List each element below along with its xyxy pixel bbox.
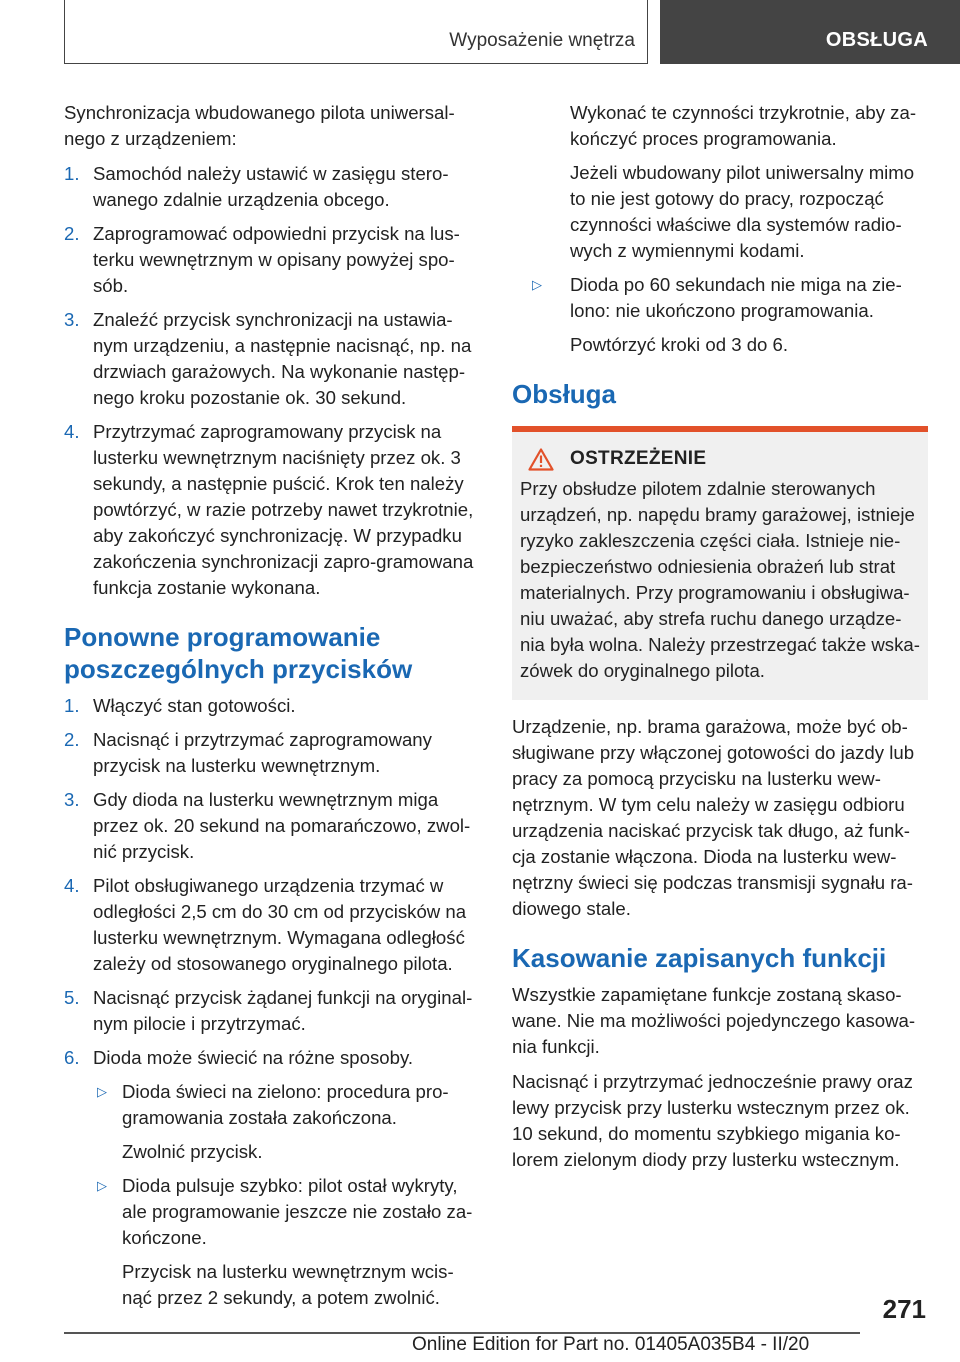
delete-heading: Kasowanie zapisanych funkcji (512, 943, 887, 973)
step-text: Samochód należy ustawić w zasięgu stero-wanego zdalnie urządzenia obcego. (93, 163, 449, 210)
list-item (64, 693, 480, 719)
led-case-text: Dioda pulsuje szybko: pilot ostał wykryty, ale programowanie jeszcze nie zostało za-kończone. (122, 1175, 473, 1248)
triangle-bullet-icon: ▷ (97, 1178, 107, 1193)
step-text: Pilot obsługiwanego urządzenia trzymać w odległości 2,5 cm do 30 cm od przycisków na lusterku wewnętrznym. Wymagana odległość zależy od stosowanego oryginalnego pilota. (93, 875, 467, 974)
step-text: Przytrzymać zaprogramowany przycisk na lusterku wewnętrznym naciśnięty przez ok. 3 sekundy, a następnie puścić. Krok ten należy powtórzyć, w razie potrzeby nawet trzykrotnie, aby zakończyć synchronizację. W przypadku zakończenia synchronizacji zapro-gramowana funkcja zostanie wykonana. (93, 421, 474, 598)
step-number: 4. (64, 875, 80, 896)
list-item (64, 161, 480, 213)
step-text: Nacisnąć przycisk żądanej funkcji na oryginal-nym pilocie i przytrzymać. (93, 987, 473, 1034)
step-number: 5. (64, 987, 80, 1008)
footer-edition: Online Edition for Part no. 01405A035B4 - II/20 (412, 1334, 810, 1355)
led-case-follow: Powtórzyć kroki od 3 do 6. (570, 334, 789, 355)
step-text: Zaprogramować odpowiedni przycisk na lus-terku wewnętrznym w opisany powyżej spo-sób. (93, 223, 460, 296)
step-number: 2. (64, 223, 80, 244)
page-number: 271 (882, 1294, 926, 1324)
right-column (512, 100, 928, 1182)
left-column (64, 100, 480, 1319)
step-number: 3. (64, 789, 80, 810)
step-number: 1. (64, 695, 80, 716)
step-number: 4. (64, 421, 80, 442)
step-text: Znaleźć przycisk synchronizacji na ustawia-nym urządzeniu, a następnie nacisnąć, np. na drzwiach garażowych. Na wykonanie następ-nego kroku pozostanie ok. 30 sekund. (93, 309, 472, 408)
list-item (64, 787, 480, 865)
step-number: 1. (64, 163, 80, 184)
list-item (64, 727, 480, 779)
step-text: Gdy dioda na lusterku wewnętrznym miga przez ok. 20 sekund na pomarańczowo, zwol-nić przycisk. (93, 789, 471, 862)
led-case-continuation: Jeżeli wbudowany pilot uniwersalny mimo to nie jest gotowy do pracy, rozpocząć czynności właściwe dla systemów radio-wych z wymiennymi kodami. (570, 162, 915, 261)
step-number: 2. (64, 729, 80, 750)
list-item (64, 307, 480, 411)
led-case-follow: Zwolnić przycisk. (122, 1141, 263, 1162)
triangle-bullet-icon: ▷ (532, 277, 542, 292)
led-case-item (512, 272, 928, 324)
header-chapter-title: OBSŁUGA (825, 29, 928, 51)
sync-steps-list (64, 161, 480, 601)
list-item (64, 221, 480, 299)
reprogram-heading: Ponowne programowanie poszczególnych przycisków (64, 622, 413, 684)
list-item (64, 419, 480, 601)
warning-header (520, 446, 920, 472)
operation-heading: Obsługa (512, 379, 617, 409)
delete-paragraph: Wszystkie zapamiętane funkcje zostaną skaso-wane. Nie ma możliwości pojedynczego kasowa-nia funkcji. (512, 984, 916, 1057)
list-item (64, 985, 480, 1037)
step-text: Dioda może świecić na różne sposoby. (93, 1047, 414, 1068)
list-item (64, 873, 480, 977)
step-number: 3. (64, 309, 80, 330)
warning-title: OSTRZEŻENIE (570, 448, 707, 469)
led-case-text: Dioda po 60 sekundach nie miga na zie-lono: nie ukończono programowania. (570, 274, 902, 321)
led-case-item (64, 1173, 480, 1251)
operation-text: Urządzenie, np. brama garażowa, może być ob-sługiwane przy włączonej gotowości do jazdy lub pracy za pomocą przycisku na lusterku wew-nętrznym. W tym celu należy w zasięgu odbioru urządzenia naciskać przycisk tak długo, aż funk-cja zostanie włączona. Dioda na lusterku wew-nętrzny świeci się podczas transmisji sygnału ra-diowego stale. (512, 716, 915, 919)
step-text: Nacisnąć i przytrzymać zaprogramowany przycisk na lusterku wewnętrznym. (93, 729, 432, 776)
led-case-follow: Przycisk na lusterku wewnętrznym wcis-nąć przez 2 sekundy, a potem zwolnić. (122, 1261, 454, 1308)
warning-triangle-icon (528, 448, 554, 471)
sync-intro: Synchronizacja wbudowanego pilota uniwersal-nego z urządzeniem: (64, 102, 455, 149)
delete-paragraph: Nacisnąć i przytrzymać jednocześnie prawy oraz lewy przycisk przy lusterku wstecznym przez ok. 10 sekund, do momentu szybkiego migania ko-lorem zielonym diody przy lusterku wstecznym. (512, 1071, 913, 1170)
triangle-bullet-icon: ▷ (97, 1084, 107, 1099)
step-text: Włączyć stan gotowości. (93, 695, 296, 716)
led-case-continuation: Wykonać te czynności trzykrotnie, aby za-kończyć proces programowania. (570, 102, 917, 149)
header-chapter-tab (660, 0, 960, 64)
header-section-title: Wyposażenie wnętrza (449, 30, 635, 51)
warning-text: Przy obsłudze pilotem zdalnie sterowanych urządzeń, np. napędu bramy garażowej, istnieje ryzyko zakleszczenia części ciała. Istnieje nie-bezpieczeństwo odniesienia obrażeń lub strat materialnych. Przy programowaniu i obsługiwa-niu uważać, aby strefa ruchu danego urządze-nia była wolna. Należy przestrzegać także wska-zówek do oryginalnego pilota. (520, 478, 920, 681)
step-number: 6. (64, 1047, 80, 1068)
led-case-item (64, 1079, 480, 1131)
header-section-box (64, 0, 648, 64)
led-case-text: Dioda świeci na zielono: procedura pro-gramowania została zakończona. (122, 1081, 449, 1128)
warning-box (512, 426, 928, 700)
reprogram-steps-list (64, 693, 480, 1071)
list-item (64, 1045, 480, 1071)
